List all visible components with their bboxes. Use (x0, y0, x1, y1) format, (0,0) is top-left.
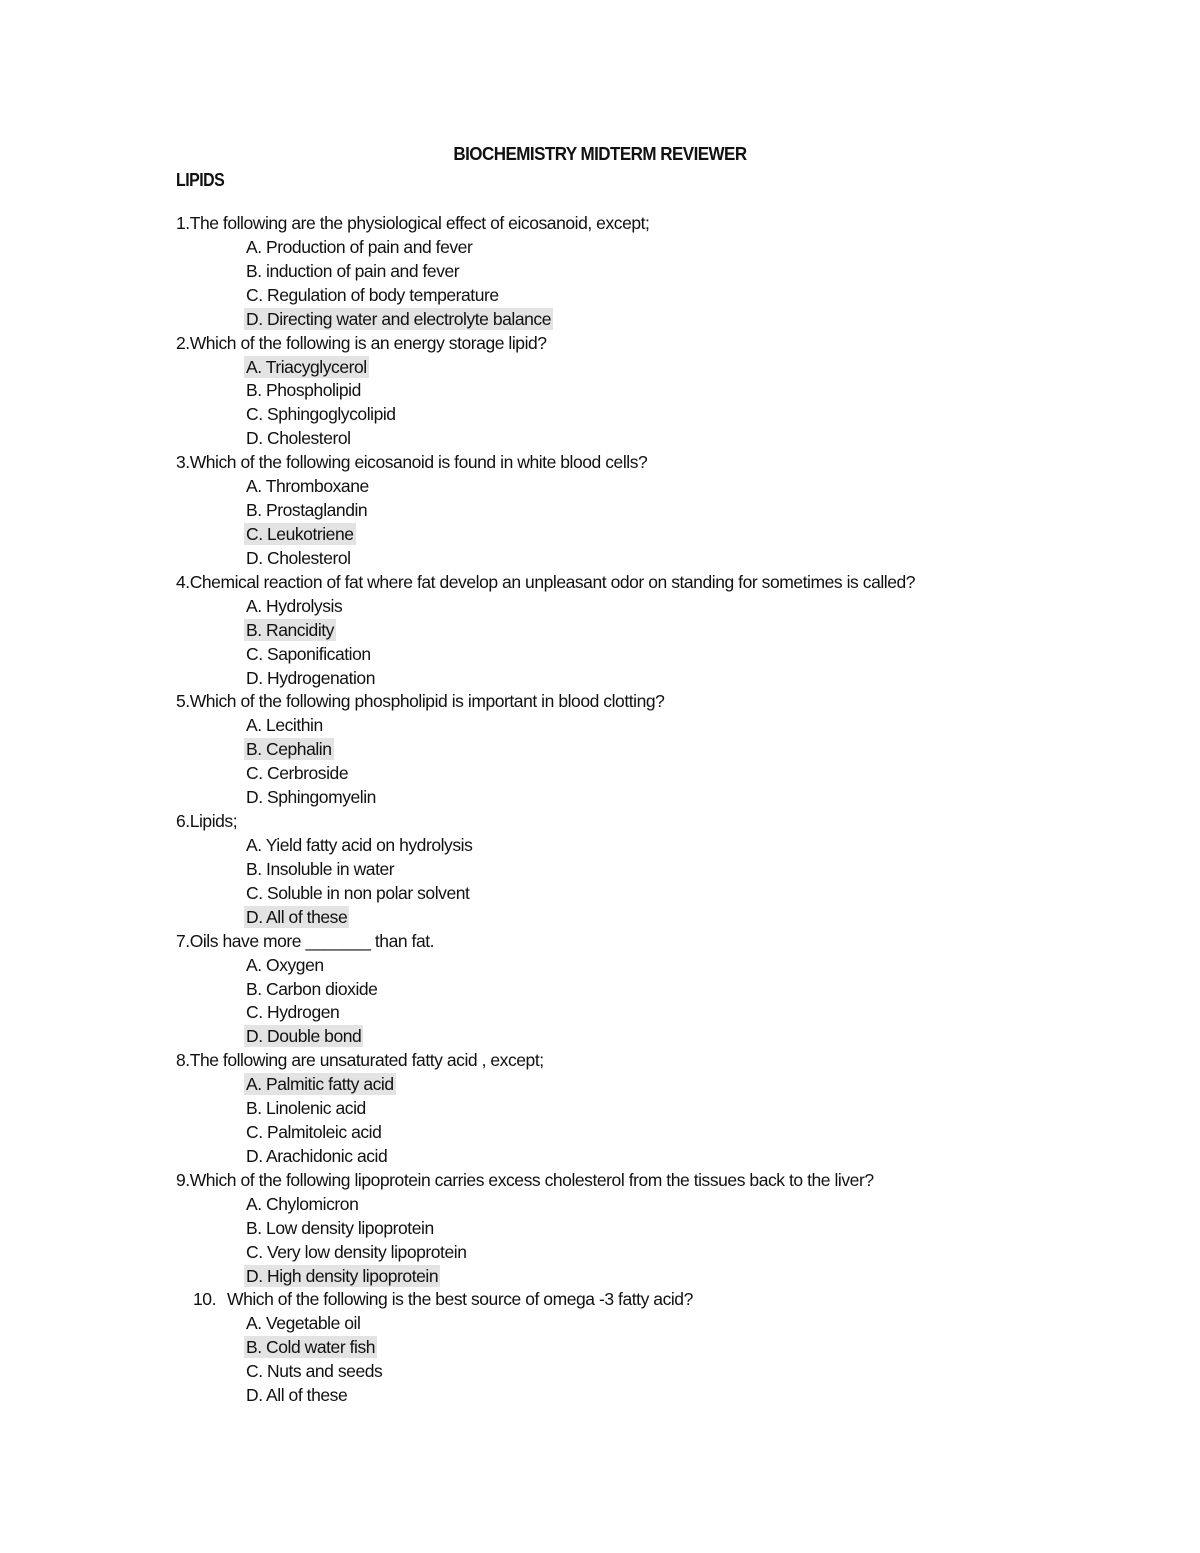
answer-choice-label: D. Arachidonic acid (246, 1145, 388, 1166)
question-8 (0, 1049, 1200, 1073)
question-text: The following are unsaturated fatty acid , except; (189, 1050, 544, 1071)
answer-choice-highlighted (0, 1073, 1200, 1097)
answer-choice-highlighted (0, 619, 1200, 643)
answer-choice (0, 834, 1200, 858)
answer-choice-label: A. Yield fatty acid on hydrolysis (246, 834, 473, 855)
question-6 (0, 810, 1200, 834)
answer-choice (0, 379, 1200, 403)
question-9 (0, 1169, 1200, 1193)
answer-choice (0, 978, 1200, 1002)
question-text: Which of the following eicosanoid is found in white blood cells? (189, 452, 648, 473)
question-3 (0, 451, 1200, 475)
answer-choice (0, 260, 1200, 284)
answer-choice (0, 475, 1200, 499)
question-text: Which of the following is an energy storage lipid? (189, 332, 547, 353)
question-4 (0, 571, 1200, 595)
question-number: 3. (176, 452, 190, 473)
answer-choice-label: B. Linolenic acid (246, 1098, 366, 1119)
answer-choice-label: C. Very low density lipoprotein (246, 1241, 467, 1262)
answer-choice-label: D. Sphingomyelin (246, 787, 376, 808)
question-text: Which of the following lipoprotein carries excess cholesterol from the tissues back to the liver? (189, 1169, 874, 1190)
answer-choice (0, 1001, 1200, 1025)
answer-choice-label: B. Carbon dioxide (246, 978, 378, 999)
answer-choice-label: B. Prostaglandin (246, 500, 368, 521)
answer-choice-label: D. High density lipoprotein (246, 1265, 439, 1286)
answer-choice (0, 284, 1200, 308)
answer-choice (0, 667, 1200, 691)
answer-choice-label: A. Palmitic fatty acid (246, 1074, 394, 1095)
question-number: 9. (176, 1169, 190, 1190)
answer-choice-label: D. All of these (246, 906, 348, 927)
answer-choice-label: C. Hydrogen (246, 1002, 340, 1023)
answer-choice (0, 595, 1200, 619)
answer-choice-highlighted (0, 906, 1200, 930)
question-number: 4. (176, 571, 190, 592)
answer-choice-label: A. Hydrolysis (246, 595, 343, 616)
answer-choice-label: C. Saponification (246, 643, 371, 664)
answer-choice-label: C. Regulation of body temperature (246, 284, 499, 305)
answer-choice-label: A. Chylomicron (246, 1193, 359, 1214)
answer-choice (0, 236, 1200, 260)
answer-choice-label: A. Thromboxane (246, 476, 369, 497)
answer-choice-label: D. All of these (246, 1385, 348, 1406)
answer-choice (0, 1241, 1200, 1265)
answer-choice-label: B. Cold water fish (246, 1337, 376, 1358)
answer-choice (0, 1145, 1200, 1169)
answer-choice-label: C. Soluble in non polar solvent (246, 882, 470, 903)
answer-choice-label: D. Hydrogenation (246, 667, 375, 688)
answer-choice-label: A. Oxygen (246, 954, 324, 975)
question-text: The following are the physiological effect of eicosanoid, except; (189, 213, 650, 233)
answer-choice (0, 786, 1200, 810)
answer-choice-label: A. Vegetable oil (246, 1313, 361, 1334)
answer-choice (0, 954, 1200, 978)
question-number: 10. (193, 1289, 216, 1310)
answer-choice-highlighted (0, 356, 1200, 380)
question-list (0, 212, 1200, 1408)
answer-choice-label: C. Sphingoglycolipid (246, 404, 396, 425)
question-number: 2. (176, 332, 190, 353)
answer-choice-label: A. Triacyglycerol (246, 356, 367, 377)
answer-choice (0, 882, 1200, 906)
question-number: 5. (176, 691, 190, 712)
answer-choice-label: C. Nuts and seeds (246, 1361, 383, 1382)
answer-choice (0, 1360, 1200, 1384)
answer-choice (0, 1121, 1200, 1145)
answer-choice-label: A. Lecithin (246, 715, 323, 736)
answer-choice (0, 403, 1200, 427)
answer-choice-label: B. Phospholipid (246, 380, 361, 401)
answer-choice-highlighted (0, 1265, 1200, 1289)
answer-choice-label: D. Directing water and electrolyte balance (246, 308, 552, 329)
answer-choice-label: B. Cephalin (246, 739, 332, 760)
question-number: 1. (176, 213, 190, 233)
answer-choice (0, 762, 1200, 786)
answer-choice-label: D. Cholesterol (246, 428, 351, 449)
answer-choice-label: D. Cholesterol (246, 547, 351, 568)
answer-choice (0, 499, 1200, 523)
answer-choice-label: B. Rancidity (246, 619, 334, 640)
answer-choice-label: C. Leukotriene (246, 523, 354, 544)
question-text: Chemical reaction of fat where fat develop an unpleasant odor on standing for sometimes is called? (189, 571, 916, 592)
question-5 (0, 690, 1200, 714)
answer-choice (0, 714, 1200, 738)
answer-choice-highlighted (0, 1025, 1200, 1049)
question-text: Which of the following is the best source of omega -3 fatty acid? (227, 1289, 693, 1310)
question-number: 7. (176, 930, 190, 951)
answer-choice (0, 547, 1200, 571)
question-2 (0, 332, 1200, 356)
answer-choice (0, 1217, 1200, 1241)
question-7 (0, 930, 1200, 954)
answer-choice-label: B. induction of pain and fever (246, 260, 460, 281)
answer-choice-label: C. Cerbroside (246, 763, 349, 784)
section-heading: LIPIDS (176, 169, 225, 190)
question-number: 6. (176, 811, 190, 832)
answer-choice (0, 1312, 1200, 1336)
answer-choice (0, 858, 1200, 882)
answer-choice-label: D. Double bond (246, 1026, 362, 1047)
question-text: Which of the following phospholipid is important in blood clotting? (189, 691, 665, 712)
question-10 (0, 1288, 1200, 1312)
answer-choice (0, 1097, 1200, 1121)
answer-choice-highlighted (0, 523, 1200, 547)
answer-choice (0, 427, 1200, 451)
question-text: Oils have more _______ than fat. (189, 930, 435, 951)
document-title: BIOCHEMISTRY MIDTERM REVIEWER (453, 143, 747, 164)
answer-choice (0, 1384, 1200, 1408)
answer-choice (0, 1193, 1200, 1217)
answer-choice-highlighted (0, 1336, 1200, 1360)
question-1 (0, 212, 1200, 236)
answer-choice (0, 643, 1200, 667)
answer-choice-highlighted (0, 738, 1200, 762)
answer-choice-label: A. Production of pain and fever (246, 236, 473, 257)
question-number: 8. (176, 1050, 190, 1071)
answer-choice-label: B. Low density lipoprotein (246, 1217, 434, 1238)
question-text: Lipids; (189, 811, 238, 832)
answer-choice-highlighted (0, 308, 1200, 332)
answer-choice-label: C. Palmitoleic acid (246, 1122, 382, 1143)
answer-choice-label: B. Insoluble in water (246, 858, 395, 879)
